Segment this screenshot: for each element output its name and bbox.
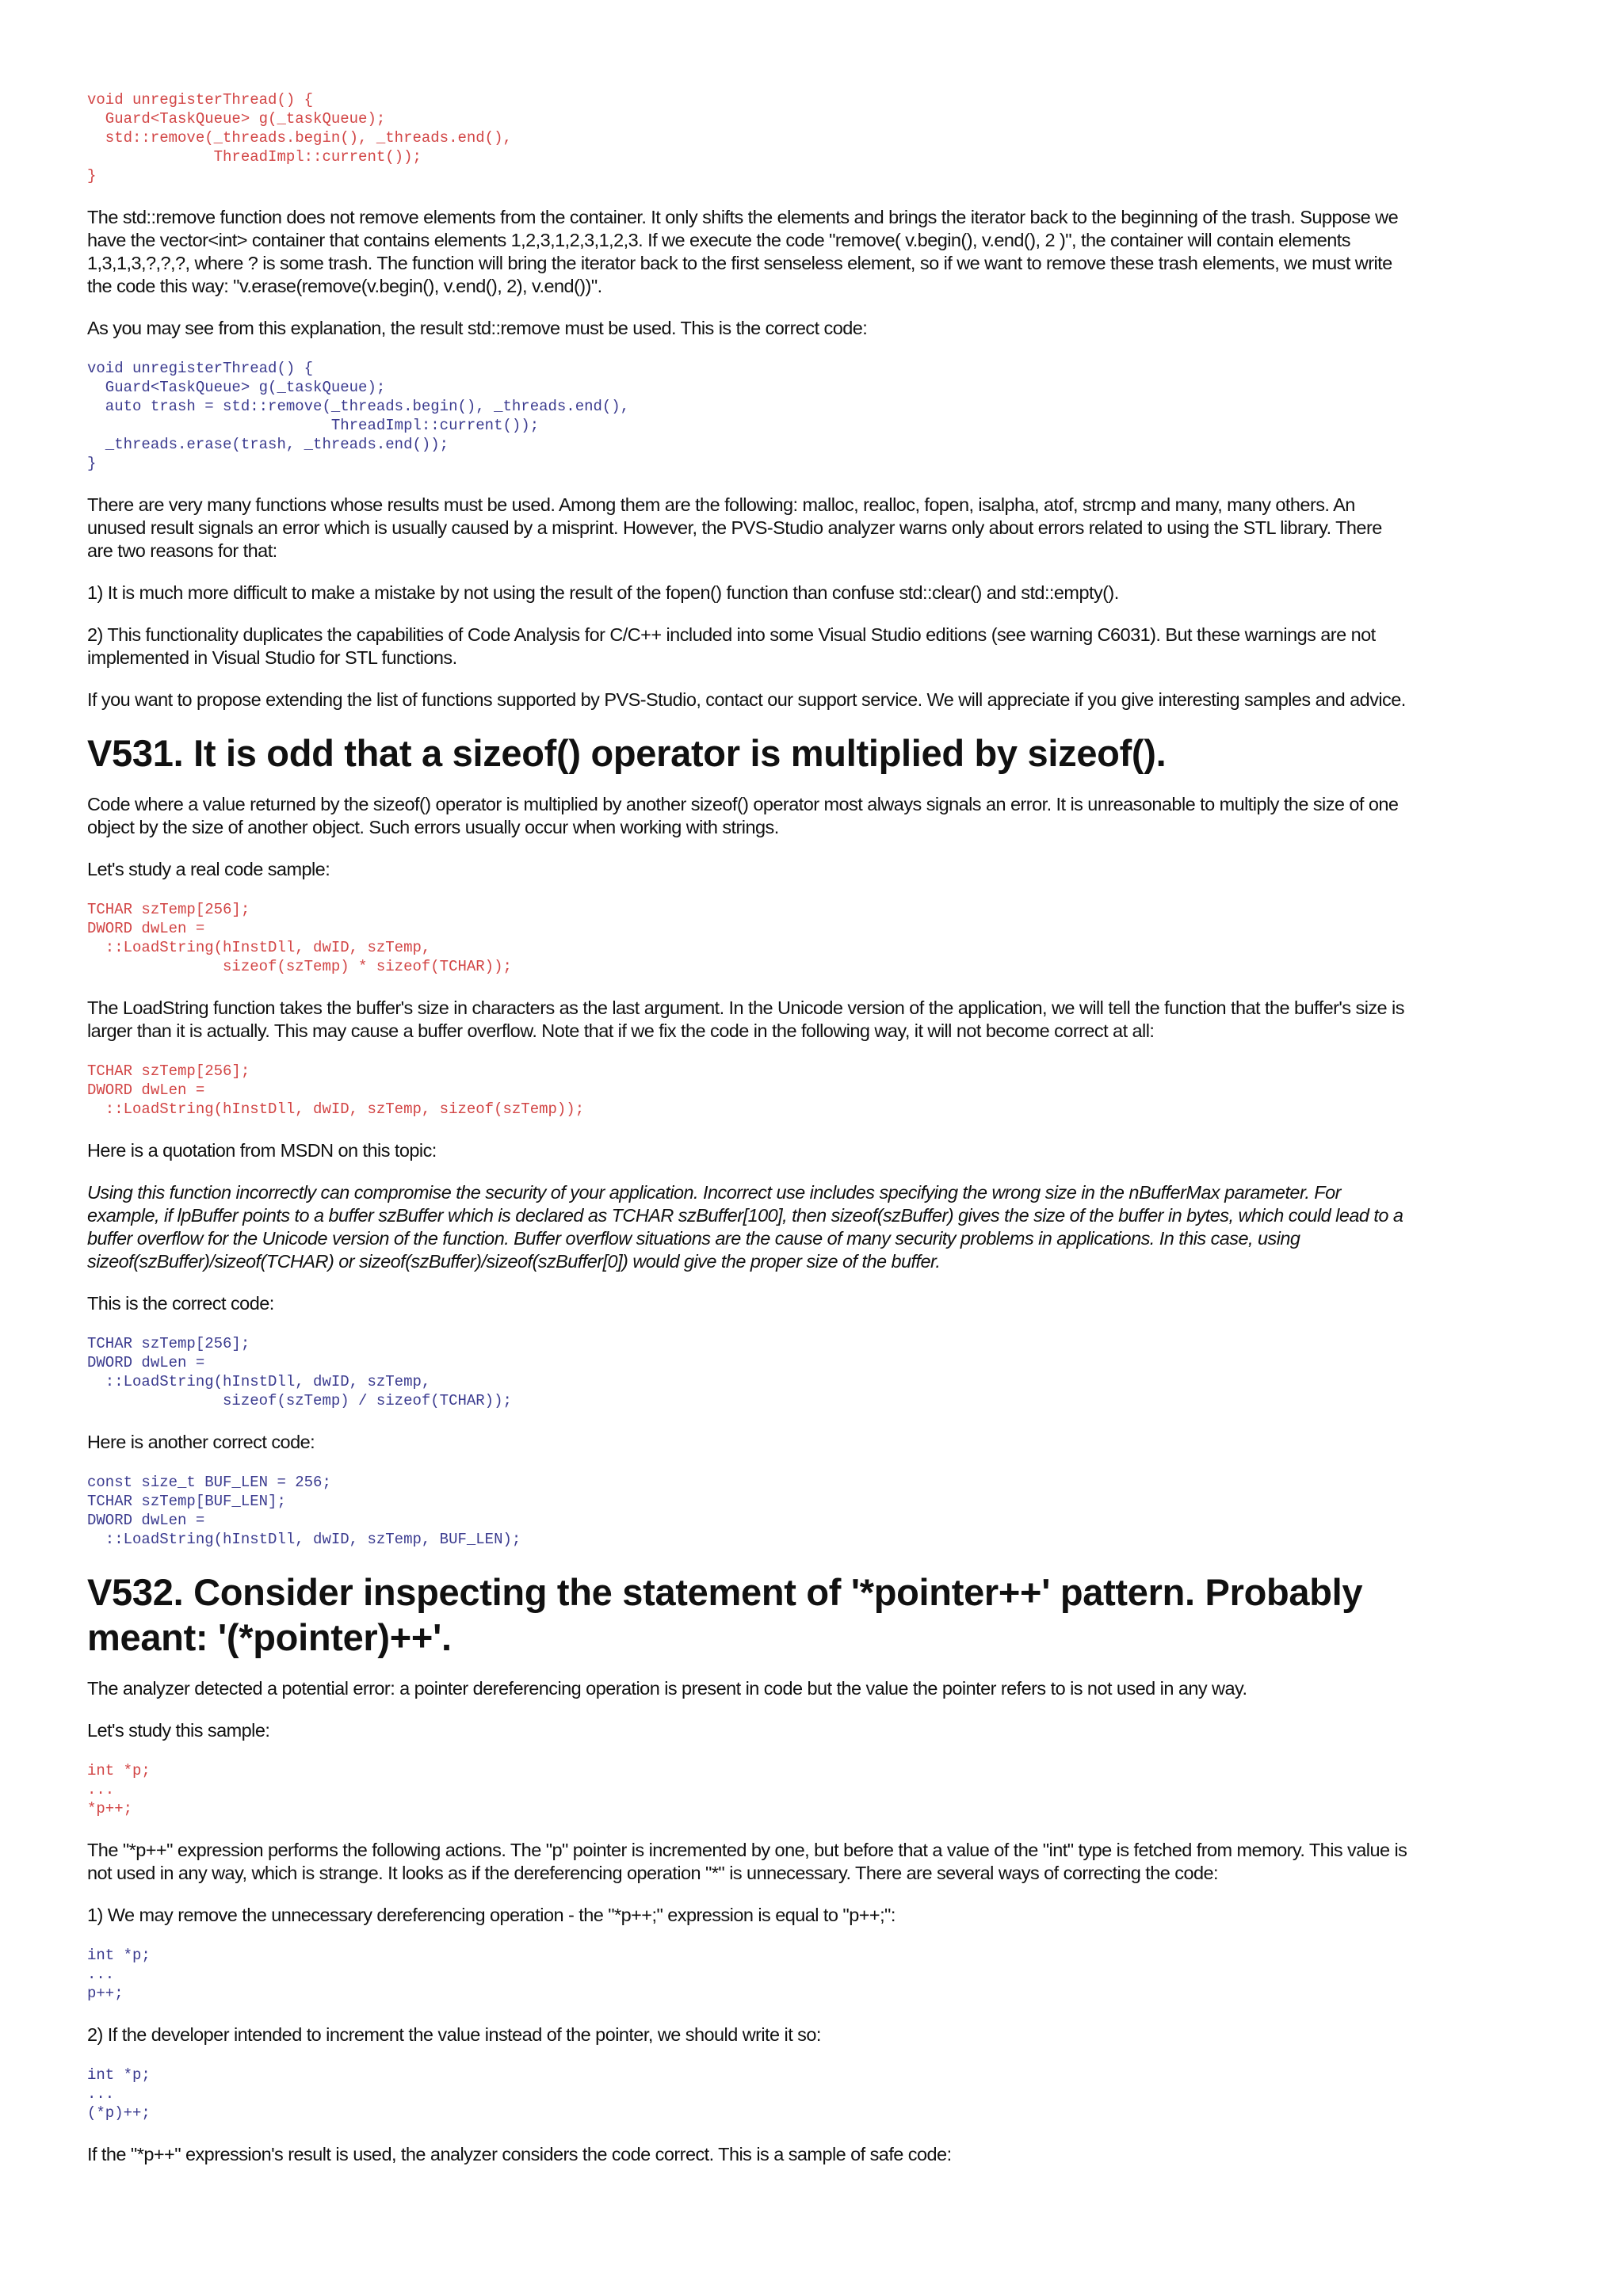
document-page (87, 90, 1412, 2185)
code-loadstring-still-bad: TCHAR szTemp[256]; DWORD dwLen = ::LoadString(hInstDll, dwID, szTemp, sizeof(szTemp)); (87, 1062, 585, 1118)
paragraph-pointer-explanation: The "*p++" expression performs the following actions. The "p" pointer is incremented by one, but before that a value of the "int" type is fetched from memory. This value is not used in any way, which is strange. It looks as if the dereferencing operation "*" is unnecessary. There are several ways of correcting the code: (87, 1840, 1407, 1883)
code-unregister-thread-bad: void unregisterThread() { Guard<TaskQueue> g(_taskQueue); std::remove(_threads.begin(), _threads.end(), ThreadImpl::current()); } (87, 91, 512, 185)
paragraph-v531-real-sample: Let's study a real code sample: (87, 859, 330, 879)
code-pointer-fix-2: int *p; ... (*p)++; (87, 2066, 151, 2122)
paragraph-result-must-be-used: As you may see from this explanation, the result std::remove must be used. This is the correct code: (87, 318, 868, 338)
paragraph-fix-1: 1) We may remove the unnecessary dereferencing operation - the "*p++;" expression is equal to "p++;": (87, 1905, 896, 1925)
paragraph-functions-results: There are very many functions whose results must be used. Among them are the following: malloc, realloc, fopen, isalpha, atof, strcmp and many, many others. An unused result signals an error which is usually caused by a misprint. However, the PVS-Studio analyzer warns only about errors related to using the STL library. There are two reasons for that: (87, 494, 1382, 561)
paragraph-another-correct-code: Here is another correct code: (87, 1432, 315, 1452)
paragraph-reason-1: 1) It is much more difficult to make a mistake by not using the result of the fopen() function than confuse std::clear() and std::empty(). (87, 582, 1119, 603)
heading-v531: V531. It is odd that a sizeof() operator is multiplied by sizeof(). (87, 732, 1167, 774)
paragraph-reason-2: 2) This functionality duplicates the capabilities of Code Analysis for C/C++ included into some Visual Studio editions (see warning C6031). But these warnings are not implemented in Visual Studio for STL functions. (87, 624, 1376, 668)
paragraph-v532-intro: The analyzer detected a potential error: a pointer dereferencing operation is present in code but the value the pointer refers to is not used in any way. (87, 1678, 1247, 1699)
paragraph-contact-support: If you want to propose extending the list of functions supported by PVS-Studio, contact our support service. We will appreciate if you give interesting samples and advice. (87, 689, 1406, 710)
code-pointer-bad: int *p; ... *p++; (87, 1762, 151, 1817)
code-unregister-thread-good: void unregisterThread() { Guard<TaskQueue> g(_taskQueue); auto trash = std::remove(_threads.begin(), _threads.end(), ThreadImpl::current()); _threads.erase(trash, _threads.end()); } (87, 360, 630, 472)
paragraph-remove-explanation: The std::remove function does not remove elements from the container. It only shifts the elements and brings the iterator back to the beginning of the trash. Suppose we have the vector<int> container that contains elements 1,2,3,1,2,3,1,2,3. If we execute the code "remove( v.begin(), v.end(), 2 )", the container will contain elements 1,3,1,3,?,?,?, where ? is some trash. The function will bring the iterator back to the first senseless element, so if we want to remove these trash elements, we must write the code this way: "v.erase(remove(v.begin(), v.end(), 2), v.end())". (87, 207, 1399, 296)
code-loadstring-buflen: const size_t BUF_LEN = 256; TCHAR szTemp[BUF_LEN]; DWORD dwLen = ::LoadString(hInstDll, dwID, szTemp, BUF_LEN); (87, 1474, 521, 1548)
paragraph-v531-intro: Code where a value returned by the sizeof() operator is multiplied by another sizeof() operator most always signals an error. It is unreasonable to multiply the size of one object by the size of another object. Such errors usually occur when working with strings. (87, 794, 1399, 837)
paragraph-msdn-intro: Here is a quotation from MSDN on this topic: (87, 1140, 437, 1161)
code-loadstring-good: TCHAR szTemp[256]; DWORD dwLen = ::LoadString(hInstDll, dwID, szTemp, sizeof(szTemp) / sizeof(TCHAR)); (87, 1335, 512, 1409)
paragraph-msdn-quote: Using this function incorrectly can compromise the security of your application. Incorrect use includes specifying the wrong size in the nBufferMax parameter. For example, if lpBuffer points to a buffer szBuffer which is declared as TCHAR szBuffer[100], then sizeof(szBuffer) gives the size of the buffer in bytes, which could lead to a buffer overflow for the Unicode version of the function. Buffer overflow situations are the cause of many security problems in applications. In this case, using sizeof(szBuffer)/sizeof(TCHAR) or sizeof(szBuffer)/sizeof(szBuffer[0]) would give the proper size of the buffer. (87, 1182, 1403, 1272)
paragraph-loadstring-explanation: The LoadString function takes the buffer's size in characters as the last argument. In the Unicode version of the application, we will tell the function that the buffer's size is larger than it is actually. This may cause a buffer overflow. Note that if we fix the code in the following way, it will not become correct at all: (87, 997, 1404, 1041)
paragraph-fix-2: 2) If the developer intended to increment the value instead of the pointer, we should write it so: (87, 2024, 821, 2045)
paragraph-v532-sample: Let's study this sample: (87, 1720, 270, 1741)
paragraph-correct-code: This is the correct code: (87, 1293, 274, 1314)
heading-v532: V532. Consider inspecting the statement of '*pointer++' pattern. Probably meant: '(*pointer)++'. (87, 1571, 1363, 1658)
paragraph-safe-code: If the "*p++" expression's result is used, the analyzer considers the code correct. This is a sample of safe code: (87, 2144, 952, 2164)
code-loadstring-bad: TCHAR szTemp[256]; DWORD dwLen = ::LoadString(hInstDll, dwID, szTemp, sizeof(szTemp) * sizeof(TCHAR)); (87, 901, 512, 975)
code-pointer-fix-1: int *p; ... p++; (87, 1947, 151, 2002)
